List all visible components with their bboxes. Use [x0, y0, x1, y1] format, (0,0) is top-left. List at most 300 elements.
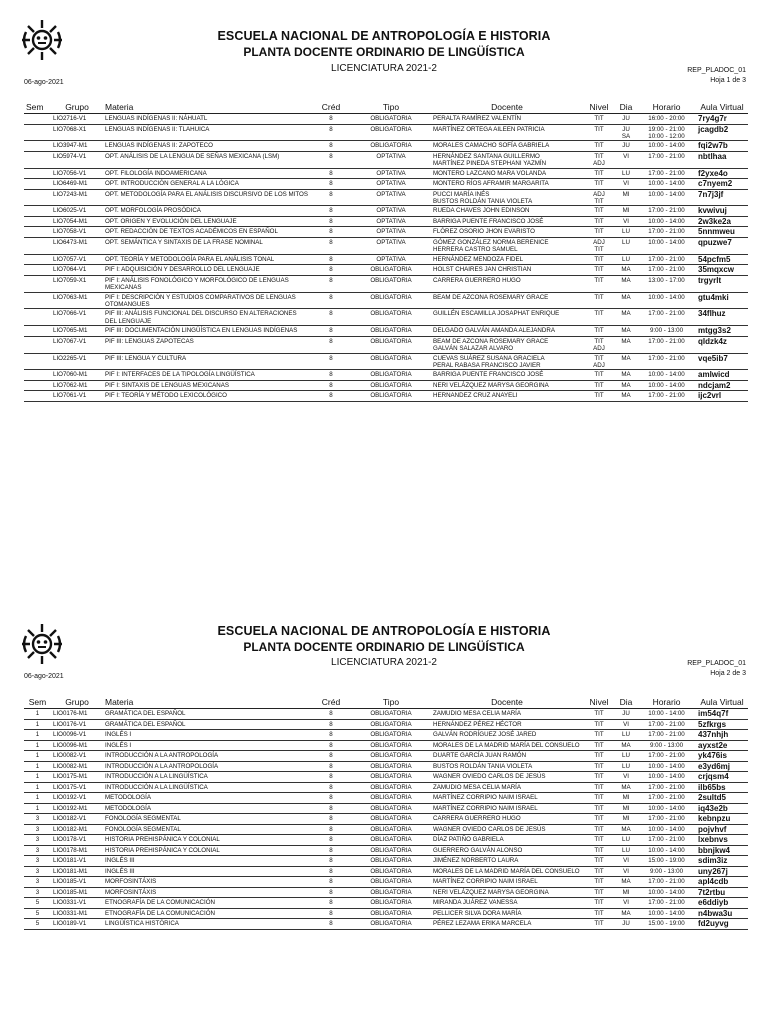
cell-grupo: LIO0176-V1 [51, 719, 103, 730]
cell-nivel: TIT [583, 326, 615, 337]
cell-cred: 8 [311, 292, 351, 309]
cell-nivel: TIT [583, 824, 615, 835]
cell-nivel: TIT ADJ [583, 151, 615, 168]
cell-nivel: TIT [583, 761, 615, 772]
cell-dia: LU [615, 227, 637, 238]
cell-nivel: TIT [583, 835, 615, 846]
cell-materia: INTRODUCCIÓN A LA LINGÜÍSTICA [103, 782, 311, 793]
cell-aula: ijc2vrl [696, 391, 748, 402]
cell-nivel: TIT [583, 309, 615, 326]
cell-grupo: LIO7064-V1 [51, 265, 103, 276]
cell-tipo: OBLIGATORIA [351, 835, 431, 846]
table-row [24, 189, 748, 206]
cell-docente: MIRANDA JUÁREZ VANESSA [431, 898, 583, 909]
table-row [24, 254, 748, 265]
cell-docente: FLÓREZ OSORIO JHON EVARISTO [431, 227, 583, 238]
cell-cred: 8 [311, 326, 351, 337]
col-tipo: Tipo [351, 696, 431, 709]
cell-grupo: LIO0182-V1 [51, 814, 103, 825]
cell-grupo: LIO0175-V1 [51, 782, 103, 793]
cell-horario: 10:00 - 14:00 [637, 380, 696, 391]
cell-nivel: TIT [583, 254, 615, 265]
cell-cred: 8 [311, 275, 351, 292]
cell-tipo: OBLIGATORIA [351, 740, 431, 751]
cell-cred: 8 [311, 114, 351, 125]
cell-materia: INGLÉS III [103, 866, 311, 877]
col-dia: Dia [615, 696, 637, 709]
cell-cred: 8 [311, 824, 351, 835]
cell-tipo: OBLIGATORIA [351, 772, 431, 783]
table-row [24, 793, 748, 804]
cell-grupo: LIO0178-V1 [51, 835, 103, 846]
cell-aula: trgyrlt [696, 275, 748, 292]
cell-materia: PIF III: DOCUMENTACIÓN LINGÜÍSTICA EN LENGUAS INDÍGENAS [103, 326, 311, 337]
cell-docente: PELLICER SILVA DORA MARÍA [431, 908, 583, 919]
cell-cred: 8 [311, 730, 351, 741]
schedule-table-1 [24, 101, 748, 402]
cell-grupo: LIO7054-M1 [51, 216, 103, 227]
cell-sem: 1 [24, 751, 51, 762]
cell-horario: 9:00 - 13:00 [637, 740, 696, 751]
cell-aula: vqe5ib7 [696, 353, 748, 370]
cell-nivel: TIT [583, 114, 615, 125]
table-row [24, 168, 748, 179]
cell-grupo: LIO7061-V1 [51, 391, 103, 402]
cell-dia: MA [615, 265, 637, 276]
cell-horario: 17:00 - 21:00 [637, 782, 696, 793]
cell-aula: ndcjam2 [696, 380, 748, 391]
cell-aula: pojvhvf [696, 824, 748, 835]
cell-sem [24, 189, 51, 206]
cell-dia: MA [615, 292, 637, 309]
cell-tipo: OBLIGATORIA [351, 353, 431, 370]
cell-grupo: LIO0189-V1 [51, 919, 103, 930]
cell-grupo: LIO0175-M1 [51, 772, 103, 783]
cell-docente: HERNÁNDEZ PÉREZ HÉCTOR [431, 719, 583, 730]
cell-dia: VI [615, 866, 637, 877]
cell-grupo: LIO7057-V1 [51, 254, 103, 265]
cell-materia: FONOLOGÍA SEGMENTAL [103, 824, 311, 835]
cell-horario: 17:00 - 21:00 [637, 719, 696, 730]
cell-aula: fqi2w7b [696, 141, 748, 152]
cell-grupo: LIO0096-M1 [51, 740, 103, 751]
cell-nivel: TIT [583, 845, 615, 856]
cell-materia: GRAMÁTICA DEL ESPAÑOL [103, 719, 311, 730]
cell-docente: PÉREZ LEZAMA ERIKA MARCELA [431, 919, 583, 930]
cell-dia: MA [615, 380, 637, 391]
cell-cred: 8 [311, 835, 351, 846]
table-row [24, 772, 748, 783]
table-row [24, 336, 748, 353]
cell-cred: 8 [311, 908, 351, 919]
cell-aula: jcagdb2 [696, 124, 748, 141]
cell-nivel: TIT [583, 124, 615, 141]
cell-sem: 3 [24, 814, 51, 825]
cell-horario: 17:00 - 21:00 [637, 898, 696, 909]
cell-cred: 8 [311, 761, 351, 772]
cell-materia: PIF I: SINTAXIS DE LENGUAS MEXICANAS [103, 380, 311, 391]
cell-aula: bbnjkw4 [696, 845, 748, 856]
cell-sem [24, 151, 51, 168]
cell-cred: 8 [311, 168, 351, 179]
cell-materia: LINGÜÍSTICA HISTÓRICA [103, 919, 311, 930]
cell-horario: 16:00 - 20:00 [637, 114, 696, 125]
cell-tipo: OPTATIVA [351, 179, 431, 190]
report-code: REP_PLADOC_01 [687, 67, 746, 74]
cell-grupo: LIO7058-V1 [51, 227, 103, 238]
cell-grupo: LIO7068-X1 [51, 124, 103, 141]
cell-tipo: OBLIGATORIA [351, 866, 431, 877]
cell-tipo: OBLIGATORIA [351, 114, 431, 125]
cell-docente: DELGADO GALVÁN AMANDA ALEJANDRA [431, 326, 583, 337]
cell-nivel: TIT [583, 719, 615, 730]
cell-tipo: OPTATIVA [351, 151, 431, 168]
cell-nivel: TIT [583, 141, 615, 152]
cell-grupo: LIO7060-M1 [51, 370, 103, 381]
cell-nivel: TIT [583, 751, 615, 762]
cell-grupo: LIO0181-M1 [51, 866, 103, 877]
cell-tipo: OBLIGATORIA [351, 793, 431, 804]
cell-docente: BARRIGA PUENTE FRANCISCO JOSÉ [431, 216, 583, 227]
cell-nivel: TIT [583, 887, 615, 898]
cell-materia: ETNOGRAFÍA DE LA COMUNICACIÓN [103, 908, 311, 919]
cell-sem [24, 227, 51, 238]
table-row [24, 856, 748, 867]
cell-nivel: TIT [583, 730, 615, 741]
cell-materia: LENGUAS INDÍGENAS II: NÁHUATL [103, 114, 311, 125]
cell-grupo: LIO7066-V1 [51, 309, 103, 326]
table-row [24, 919, 748, 930]
cell-cred: 8 [311, 151, 351, 168]
cell-dia: MA [615, 275, 637, 292]
table-header-row [24, 696, 748, 709]
cell-sem [24, 309, 51, 326]
cell-materia: PIF III: LENGUA Y CULTURA [103, 353, 311, 370]
cell-materia: LENGUAS INDÍGENAS II: ZAPOTECO [103, 141, 311, 152]
cell-nivel: TIT [583, 206, 615, 217]
cell-docente: HERNÁNDEZ MENDOZA FIDEL [431, 254, 583, 265]
cell-nivel: ADJ TIT [583, 189, 615, 206]
cell-dia: LU [615, 751, 637, 762]
table-row [24, 887, 748, 898]
cell-sem: 3 [24, 856, 51, 867]
cell-horario: 17:00 - 21:00 [637, 254, 696, 265]
cell-docente: WAGNER OVIEDO CARLOS DE JESÚS [431, 772, 583, 783]
cell-materia: OPT. ORIGEN Y EVOLUCIÓN DEL LENGUAJE [103, 216, 311, 227]
cell-materia: OPT. INTRODUCCIÓN GENERAL A LA LÓGICA [103, 179, 311, 190]
col-horario: Horario [637, 101, 696, 114]
cell-tipo: OBLIGATORIA [351, 898, 431, 909]
cell-tipo: OBLIGATORIA [351, 141, 431, 152]
table-row [24, 866, 748, 877]
cell-tipo: OBLIGATORIA [351, 380, 431, 391]
cell-nivel: TIT [583, 877, 615, 888]
table-row [24, 216, 748, 227]
cell-tipo: OPTATIVA [351, 216, 431, 227]
cell-grupo: LIO7056-V1 [51, 168, 103, 179]
cell-docente: HOLST CHAIRES JAN CHRISTIAN [431, 265, 583, 276]
cell-materia: HISTORIA PREHISPÁNICA Y COLONIAL [103, 835, 311, 846]
cell-horario: 10:00 - 14:00 [637, 908, 696, 919]
cell-tipo: OBLIGATORIA [351, 814, 431, 825]
cell-sem [24, 370, 51, 381]
cell-nivel: TIT [583, 227, 615, 238]
cell-sem: 5 [24, 919, 51, 930]
cell-aula: im54q7f [696, 709, 748, 720]
cell-docente: MORALES DE LA MADRID MARÍA DEL CONSUELO [431, 740, 583, 751]
cell-tipo: OBLIGATORIA [351, 719, 431, 730]
cell-cred: 8 [311, 206, 351, 217]
cell-tipo: OBLIGATORIA [351, 275, 431, 292]
cell-grupo: LIO7062-M1 [51, 380, 103, 391]
cell-aula: 35mqxcw [696, 265, 748, 276]
cell-materia: PIF I: ADQUISICIÓN Y DESARROLLO DEL LENGUAJE [103, 265, 311, 276]
cell-dia: VI [615, 719, 637, 730]
cell-aula: 5zfkrgs [696, 719, 748, 730]
table-row [24, 391, 748, 402]
cell-dia: MI [615, 803, 637, 814]
cell-nivel: TIT [583, 380, 615, 391]
cell-materia: MORFOSINTÁXIS [103, 887, 311, 898]
cell-dia: MI [615, 814, 637, 825]
table-row [24, 206, 748, 217]
cell-cred: 8 [311, 254, 351, 265]
cell-cred: 8 [311, 719, 351, 730]
cell-dia: MA [615, 336, 637, 353]
cell-tipo: OBLIGATORIA [351, 919, 431, 930]
cell-materia: MORFOSINTÁXIS [103, 877, 311, 888]
cell-sem [24, 326, 51, 337]
cell-grupo: LIO7065-M1 [51, 326, 103, 337]
cell-tipo: OBLIGATORIA [351, 908, 431, 919]
cell-grupo: LIO0176-M1 [51, 709, 103, 720]
cell-docente: CUEVAS SUÁREZ SUSANA GRACIELA PERAL RABASA FRANCISCO JAVIER [431, 353, 583, 370]
cell-cred: 8 [311, 814, 351, 825]
cell-sem: 1 [24, 782, 51, 793]
col-materia: Materia [103, 101, 311, 114]
table-row [24, 151, 748, 168]
cell-sem [24, 275, 51, 292]
cell-tipo: OPTATIVA [351, 168, 431, 179]
cell-aula: fd2uyvg [696, 919, 748, 930]
cell-nivel: TIT [583, 370, 615, 381]
table-row [24, 761, 748, 772]
cell-aula: f2yxe4o [696, 168, 748, 179]
cell-tipo: OBLIGATORIA [351, 326, 431, 337]
cell-docente: RUEDA CHAVES JOHN EDINSON [431, 206, 583, 217]
cell-dia: LU [615, 845, 637, 856]
cell-aula: e6ddiyb [696, 898, 748, 909]
cell-dia: LU [615, 730, 637, 741]
cell-cred: 8 [311, 803, 351, 814]
cell-aula: 5nnmweu [696, 227, 748, 238]
cell-materia: INTRODUCCIÓN A LA ANTROPOLOGÍA [103, 761, 311, 772]
cell-nivel: TIT [583, 782, 615, 793]
cell-sem [24, 206, 51, 217]
cell-dia: MI [615, 793, 637, 804]
cell-horario: 17:00 - 21:00 [637, 814, 696, 825]
cell-sem [24, 237, 51, 254]
cell-aula: c7nyem2 [696, 179, 748, 190]
cell-materia: INTRODUCCIÓN A LA LINGÜÍSTICA [103, 772, 311, 783]
cell-aula: yk476is [696, 751, 748, 762]
cell-horario: 10:00 - 14:00 [637, 370, 696, 381]
cell-nivel: TIT [583, 168, 615, 179]
cell-docente: BUSTOS ROLDÁN TANIA VIOLETA [431, 761, 583, 772]
col-nivel: Nivel [583, 696, 615, 709]
table-row [24, 845, 748, 856]
cell-grupo: LIO0185-V1 [51, 877, 103, 888]
cell-materia: OPT. FILOLOGÍA INDOAMERICANA [103, 168, 311, 179]
cell-grupo: LIO2716-V1 [51, 114, 103, 125]
cell-aula: 437nhjh [696, 730, 748, 741]
cell-grupo: LIO0082-M1 [51, 761, 103, 772]
cell-sem [24, 114, 51, 125]
table-row [24, 803, 748, 814]
cell-sem: 5 [24, 898, 51, 909]
cell-aula: 2w3ke2a [696, 216, 748, 227]
cell-docente: WAGNER OVIEDO CARLOS DE JESÚS [431, 824, 583, 835]
cell-tipo: OBLIGATORIA [351, 391, 431, 402]
cell-cred: 8 [311, 391, 351, 402]
cell-sem [24, 391, 51, 402]
cell-sem: 5 [24, 908, 51, 919]
cell-sem: 3 [24, 835, 51, 846]
cell-materia: LENGUAS INDÍGENAS II: TLAHUICA [103, 124, 311, 141]
cell-aula: qldzk4z [696, 336, 748, 353]
cell-aula: crjqsm4 [696, 772, 748, 783]
cell-tipo: OBLIGATORIA [351, 761, 431, 772]
cell-tipo: OBLIGATORIA [351, 370, 431, 381]
cell-dia: MI [615, 206, 637, 217]
cell-docente: MARTÍNEZ CORRIPIO NAIM ISRAEL [431, 793, 583, 804]
cell-dia: VI [615, 151, 637, 168]
cell-docente: CARRERA GUERRERO HUGO [431, 275, 583, 292]
cell-dia: MA [615, 877, 637, 888]
col-cred: Créd [311, 696, 351, 709]
cell-grupo: LIO0082-V1 [51, 751, 103, 762]
cell-nivel: TIT [583, 793, 615, 804]
cell-dia: JU [615, 114, 637, 125]
cell-horario: 15:00 - 19:00 [637, 919, 696, 930]
col-materia: Materia [103, 696, 311, 709]
cell-docente: JIMÉNEZ NORBERTO LAURA [431, 856, 583, 867]
report-id-block [687, 659, 746, 679]
cell-sem: 1 [24, 709, 51, 720]
cell-nivel: TIT [583, 772, 615, 783]
cell-dia: MA [615, 740, 637, 751]
cell-materia: INGLÉS I [103, 740, 311, 751]
cell-horario: 10:00 - 14:00 [637, 887, 696, 898]
cell-cred: 8 [311, 856, 351, 867]
cell-nivel: TIT [583, 814, 615, 825]
table-row [24, 740, 748, 751]
cell-sem: 1 [24, 793, 51, 804]
cell-horario: 10:00 - 14:00 [637, 845, 696, 856]
cell-grupo: LIO6469-M1 [51, 179, 103, 190]
cell-sem: 1 [24, 761, 51, 772]
cell-sem: 1 [24, 772, 51, 783]
cell-materia: INGLÉS III [103, 856, 311, 867]
cell-grupo: LIO0182-M1 [51, 824, 103, 835]
cell-aula: sdim3iz [696, 856, 748, 867]
table-row [24, 265, 748, 276]
cell-horario: 10:00 - 14:00 [637, 772, 696, 783]
program-label: LICENCIATURA 2021-2 [331, 657, 437, 668]
cell-nivel: ADJ TIT [583, 237, 615, 254]
cell-docente: HERNÁNDEZ SANTANA GUILLERMO MARTÍNEZ PINEDA STEPHANI YAZMÍN [431, 151, 583, 168]
cell-nivel: TIT [583, 216, 615, 227]
col-docente: Docente [431, 101, 583, 114]
cell-cred: 8 [311, 919, 351, 930]
cell-nivel: TIT [583, 179, 615, 190]
cell-grupo: LIO2265-V1 [51, 353, 103, 370]
cell-tipo: OBLIGATORIA [351, 309, 431, 326]
cell-dia: MI [615, 189, 637, 206]
cell-aula: 7t2rtbu [696, 887, 748, 898]
cell-aula: 34flhuz [696, 309, 748, 326]
cell-dia: MA [615, 908, 637, 919]
cell-dia: MA [615, 353, 637, 370]
cell-tipo: OPTATIVA [351, 254, 431, 265]
cell-dia: MA [615, 309, 637, 326]
col-docente: Docente [431, 696, 583, 709]
cell-sem [24, 353, 51, 370]
cell-materia: OPT. TEORÍA Y METODOLOGÍA PARA EL ANÁLISIS TONAL [103, 254, 311, 265]
cell-cred: 8 [311, 309, 351, 326]
cell-docente: MARTÍNEZ CORRIPIO NAIM ISRAEL [431, 877, 583, 888]
cell-sem [24, 380, 51, 391]
cell-horario: 10:00 - 14:00 [637, 709, 696, 720]
cell-cred: 8 [311, 740, 351, 751]
cell-horario: 17:00 - 21:00 [637, 877, 696, 888]
table-row [24, 898, 748, 909]
cell-cred: 8 [311, 772, 351, 783]
cell-dia: VI [615, 216, 637, 227]
cell-nivel: TIT [583, 740, 615, 751]
cell-horario: 17:00 - 21:00 [637, 227, 696, 238]
cell-tipo: OBLIGATORIA [351, 336, 431, 353]
cell-nivel: TIT [583, 709, 615, 720]
cell-horario: 17:00 - 21:00 [637, 391, 696, 402]
cell-dia: VI [615, 772, 637, 783]
cell-aula: qpuzwe7 [696, 237, 748, 254]
cell-tipo: OPTATIVA [351, 206, 431, 217]
cell-tipo: OBLIGATORIA [351, 292, 431, 309]
cell-sem [24, 216, 51, 227]
cell-aula: 7n7j3jf [696, 189, 748, 206]
cell-aula: ayxst2e [696, 740, 748, 751]
cell-docente: ZAMUDIO MESA CELIA MARÍA [431, 782, 583, 793]
report-date: 06-ago-2021 [24, 673, 64, 680]
cell-materia: PIF III: ANÁLISIS FUNCIONAL DEL DISCURSO EN ALTERACIONES DEL LENGUAJE [103, 309, 311, 326]
cell-dia: LU [615, 237, 637, 254]
col-dia: Dia [615, 101, 637, 114]
cell-dia: MA [615, 391, 637, 402]
cell-dia: JU [615, 919, 637, 930]
cell-docente: MORALES DE LA MADRID MARÍA DEL CONSUELO [431, 866, 583, 877]
cell-horario: 13:00 - 17:00 [637, 275, 696, 292]
table-row [24, 370, 748, 381]
table-body-1 [24, 114, 748, 402]
table-row [24, 380, 748, 391]
table-row [24, 275, 748, 292]
cell-materia: PIF I: INTERFACES DE LA TIPOLOGÍA LINGÜÍSTICA [103, 370, 311, 381]
cell-nivel: TIT [583, 391, 615, 402]
cell-tipo: OBLIGATORIA [351, 709, 431, 720]
cell-docente: MONTERO RÍOS AFRAMIR MARGARITA [431, 179, 583, 190]
cell-nivel: TIT ADJ [583, 336, 615, 353]
